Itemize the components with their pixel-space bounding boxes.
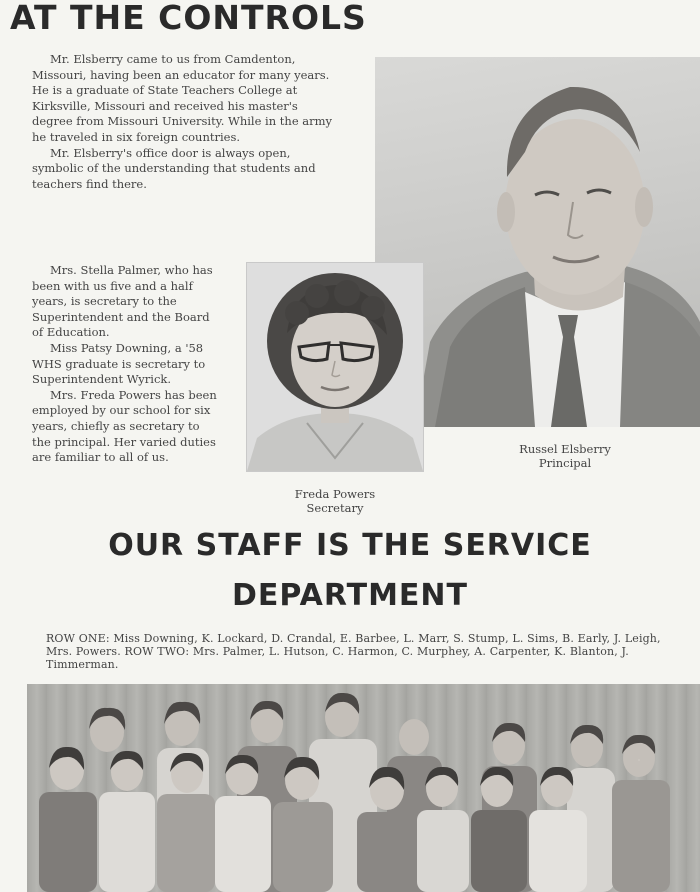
secretary-name: Freda Powers [294, 487, 376, 501]
staff-heading-line-1: OUR STAFF IS THE SERVICE [108, 528, 592, 563]
secretaries-bio-paragraph-2: Miss Patsy Downing, a '58 WHS graduate is secretary to Superintendent Wyrick. [32, 340, 206, 387]
group-photo-caption: ROW ONE: Miss Downing, K. Lockard, D. Crandal, E. Barbee, L. Marr, S. Stump, L. Sims, B. Early, J. Leigh, Mrs. Powers. ROW TWO: Mrs. Palmer, L. Hutson, C. Harmon, C. Murphey, A. Carpenter, K. Blanton, J. Timmerman. [46, 632, 661, 672]
secretary-role: Secretary [306, 500, 364, 515]
staff-group-illustration [27, 684, 700, 892]
secretary-portrait-illustration [247, 263, 423, 471]
principal-caption [490, 443, 640, 470]
principal-name: Russel Elsberry [519, 442, 611, 456]
page-title: AT THE CONTROLS [10, 0, 367, 37]
principal-bio-paragraph-1: Mr. Elsberry came to us from Camdenton, Missouri, having been an educator for many years. He is a graduate of State Teachers College at Kirksville, Missouri and received his master's degree from Missouri University. While in the army he traveled in six foreign countries. [32, 52, 333, 144]
secretaries-bio-paragraph-3: Mrs. Freda Powers has been employed by our school for six years, chiefly as secretary to the principal. Her varied duties are familiar to all of us. [32, 387, 217, 465]
staff-heading-line-2: DEPARTMENT [232, 578, 468, 613]
secretaries-bio [32, 263, 220, 466]
secretary-portrait-photo [246, 262, 424, 472]
secretaries-bio-paragraph-1: Mrs. Stella Palmer, who has been with us five and a half years, is secretary to the Superintendent and the Board of Education. [32, 263, 213, 340]
staff-group-photo [27, 684, 700, 892]
principal-role: Principal [538, 455, 592, 470]
principal-bio [32, 52, 340, 192]
secretary-caption [260, 488, 410, 515]
principal-bio-paragraph-2: Mr. Elsberry's office door is always open, symbolic of the understanding that students and teachers find there. [32, 145, 316, 191]
